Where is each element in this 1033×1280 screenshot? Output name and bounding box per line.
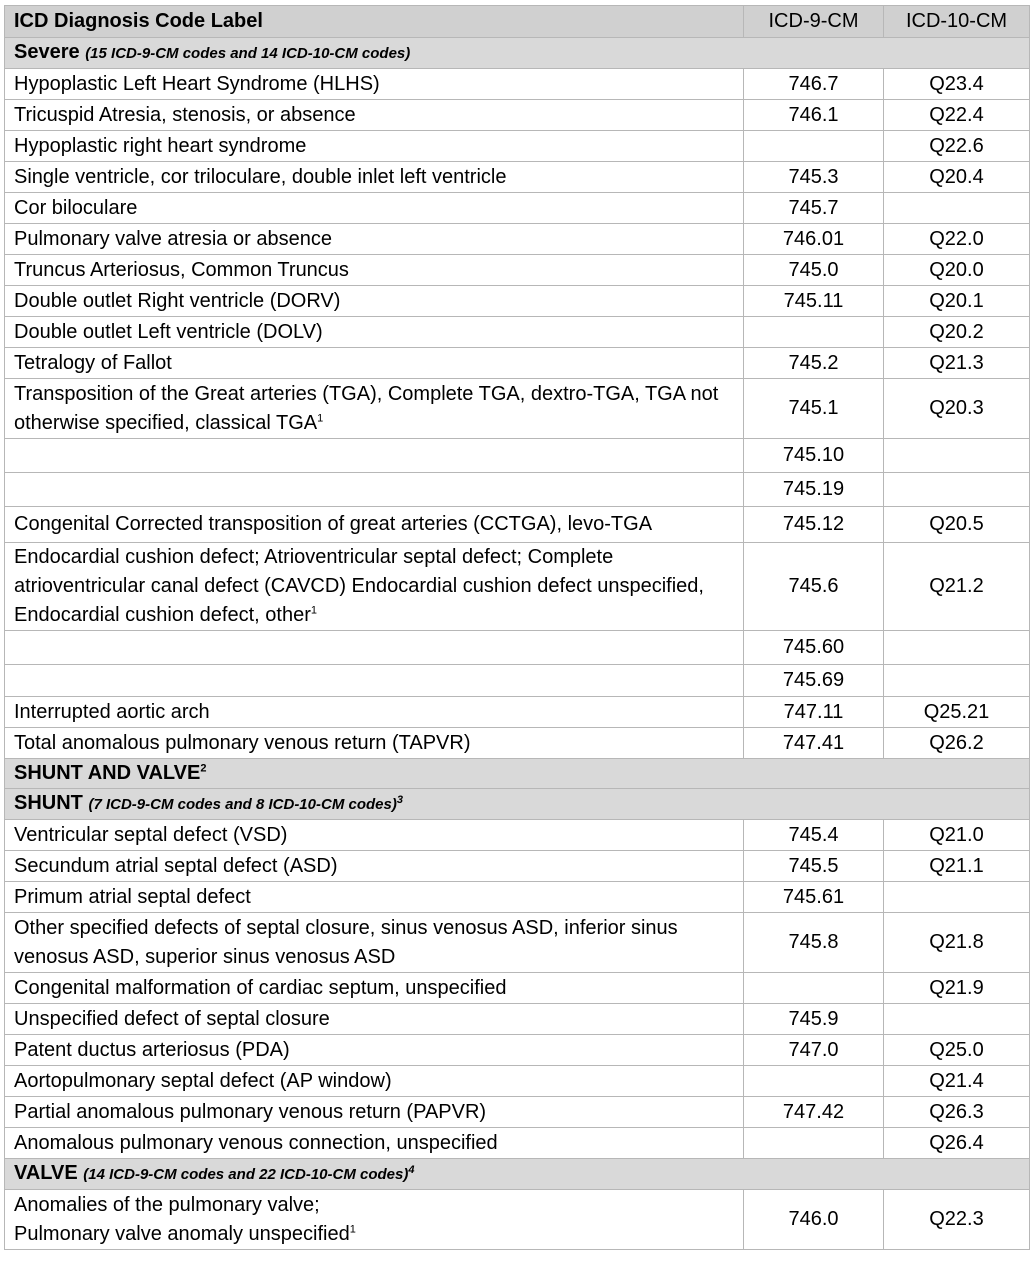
diagnosis-label-cell: Secundum atrial septal defect (ASD) [5, 851, 744, 882]
table-row [5, 728, 1030, 759]
icd9-code-cell: 746.1 [744, 100, 884, 131]
icd9-code-cell: 746.7 [744, 69, 884, 100]
section-title-cell [5, 38, 1030, 69]
icd10-code-cell: Q20.3 [884, 379, 1030, 439]
diagnosis-label-cell: Endocardial cushion defect; Atrioventricular septal defect; Complete atrioventricular canal defect (CAVCD) Endocardial cushion defect unspecified, Endocardial cushion defect, other$^1$ [5, 543, 744, 631]
icd10-code-cell [884, 882, 1030, 913]
table-row [5, 100, 1030, 131]
table-row [5, 1004, 1030, 1035]
table-row [5, 162, 1030, 193]
table-row [5, 379, 1030, 439]
icd10-code-cell: Q26.4 [884, 1128, 1030, 1159]
icd10-code-cell: Q22.6 [884, 131, 1030, 162]
icd10-code-cell: Q21.1 [884, 851, 1030, 882]
section-note: (14 ICD-9-CM codes and 22 ICD-10-CM codes)$^4$ [83, 1164, 415, 1183]
table-row [5, 1035, 1030, 1066]
diagnosis-label-cell [5, 665, 744, 697]
section-title: SHUNT [14, 792, 83, 814]
table-row [5, 286, 1030, 317]
diagnosis-label-cell: Unspecified defect of septal closure [5, 1004, 744, 1035]
icd10-code-cell: Q20.2 [884, 317, 1030, 348]
icd9-code-cell [744, 973, 884, 1004]
footnote-marker: 1 [310, 604, 317, 617]
icd9-code-cell [744, 1128, 884, 1159]
section-row [5, 38, 1030, 69]
diagnosis-label-cell: Cor biloculare [5, 193, 744, 224]
table-row [5, 1097, 1030, 1128]
icd9-code-cell [744, 1066, 884, 1097]
icd10-code-cell: Q21.2 [884, 543, 1030, 631]
diagnosis-label-cell: Anomalous pulmonary venous connection, unspecified [5, 1128, 744, 1159]
icd-code-table [4, 5, 1030, 1250]
table-row [5, 348, 1030, 379]
section-title: VALVE [14, 1162, 78, 1184]
icd10-code-cell: Q20.1 [884, 286, 1030, 317]
icd9-code-cell: 747.41 [744, 728, 884, 759]
table-row [5, 473, 1030, 507]
icd10-code-cell: Q25.0 [884, 1035, 1030, 1066]
section-note: (15 ICD-9-CM codes and 14 ICD-10-CM codes) [85, 45, 411, 62]
diagnosis-label-cell: Primum atrial septal defect [5, 882, 744, 913]
icd9-code-cell: 746.01 [744, 224, 884, 255]
icd9-code-cell: 745.1 [744, 379, 884, 439]
diagnosis-label-cell: Hypoplastic Left Heart Syndrome (HLHS) [5, 69, 744, 100]
diagnosis-label-cell: Congenital Corrected transposition of great arteries (CCTGA), levo-TGA [5, 507, 744, 543]
icd9-code-cell: 745.19 [744, 473, 884, 507]
icd10-code-cell: Q21.3 [884, 348, 1030, 379]
icd9-code-cell: 747.42 [744, 1097, 884, 1128]
section-title-cell [5, 1159, 1030, 1190]
icd10-code-cell [884, 631, 1030, 665]
icd9-code-cell: 745.8 [744, 913, 884, 973]
table-row [5, 631, 1030, 665]
icd9-code-cell: 745.60 [744, 631, 884, 665]
table-row [5, 224, 1030, 255]
icd10-code-cell: Q20.0 [884, 255, 1030, 286]
diagnosis-label-cell: Total anomalous pulmonary venous return (TAPVR) [5, 728, 744, 759]
icd10-code-cell [884, 193, 1030, 224]
icd10-code-cell: Q20.5 [884, 507, 1030, 543]
table-row [5, 1066, 1030, 1097]
icd9-code-cell: 745.6 [744, 543, 884, 631]
icd9-code-cell: 745.3 [744, 162, 884, 193]
icd9-code-cell: 745.61 [744, 882, 884, 913]
diagnosis-label-cell: Single ventricle, cor triloculare, double inlet left ventricle [5, 162, 744, 193]
icd9-code-cell [744, 131, 884, 162]
diagnosis-label-cell: Tricuspid Atresia, stenosis, or absence [5, 100, 744, 131]
table-row [5, 543, 1030, 631]
diagnosis-label-cell: Ventricular septal defect (VSD) [5, 820, 744, 851]
table-row [5, 973, 1030, 1004]
diagnosis-label-cell: Anomalies of the pulmonary valve; Pulmonary valve anomaly unspecified$^1$ [5, 1190, 744, 1250]
section-row [5, 1159, 1030, 1190]
icd9-code-cell: 745.9 [744, 1004, 884, 1035]
icd9-code-cell: 745.12 [744, 507, 884, 543]
section-title: Severe [14, 41, 80, 63]
icd9-code-cell: 747.11 [744, 697, 884, 728]
icd10-code-cell: Q25.21 [884, 697, 1030, 728]
table-row [5, 193, 1030, 224]
table-row [5, 439, 1030, 473]
table-body [5, 38, 1030, 1250]
diagnosis-label-cell: Patent ductus arteriosus (PDA) [5, 1035, 744, 1066]
diagnosis-label-cell: Tetralogy of Fallot [5, 348, 744, 379]
icd9-code-cell [744, 317, 884, 348]
diagnosis-label-cell: Interrupted aortic arch [5, 697, 744, 728]
diagnosis-label-cell: Double outlet Right ventricle (DORV) [5, 286, 744, 317]
icd9-code-cell: 745.69 [744, 665, 884, 697]
footnote-marker: 4 [408, 1164, 415, 1176]
icd10-code-cell [884, 473, 1030, 507]
section-row [5, 759, 1030, 789]
icd10-code-cell [884, 665, 1030, 697]
icd10-code-cell: Q20.4 [884, 162, 1030, 193]
icd10-code-cell: Q22.4 [884, 100, 1030, 131]
icd9-code-cell: 745.10 [744, 439, 884, 473]
icd10-code-cell: Q21.9 [884, 973, 1030, 1004]
icd10-code-cell: Q21.8 [884, 913, 1030, 973]
diagnosis-label-cell: Double outlet Left ventricle (DOLV) [5, 317, 744, 348]
diagnosis-label-cell [5, 473, 744, 507]
footnote-marker: 1 [317, 411, 324, 424]
icd10-code-cell: Q23.4 [884, 69, 1030, 100]
table-row [5, 131, 1030, 162]
header-label: ICD Diagnosis Code Label [5, 6, 744, 38]
icd10-code-cell: Q22.0 [884, 224, 1030, 255]
icd9-code-cell: 745.5 [744, 851, 884, 882]
table-row [5, 851, 1030, 882]
header-icd9: ICD-9-CM [744, 6, 884, 38]
diagnosis-label-cell [5, 631, 744, 665]
icd10-code-cell: Q22.3 [884, 1190, 1030, 1250]
section-row [5, 789, 1030, 820]
icd10-code-cell: Q21.0 [884, 820, 1030, 851]
table-row [5, 507, 1030, 543]
icd9-code-cell: 745.4 [744, 820, 884, 851]
table-row [5, 317, 1030, 348]
icd10-code-cell [884, 439, 1030, 473]
section-note: (7 ICD-9-CM codes and 8 ICD-10-CM codes)$^3$ [88, 794, 403, 813]
section-title: SHUNT AND VALVE [14, 762, 201, 784]
section-title-cell [5, 789, 1030, 820]
diagnosis-label-cell: Congenital malformation of cardiac septum, unspecified [5, 973, 744, 1004]
diagnosis-label-cell: Transposition of the Great arteries (TGA), Complete TGA, dextro-TGA, TGA not otherwise specified, classical TGA$^1$ [5, 379, 744, 439]
table-header-row [5, 6, 1030, 38]
footnote-marker: 3 [396, 794, 403, 806]
diagnosis-label-cell: Other specified defects of septal closure, sinus venosus ASD, inferior sinus venosus ASD, superior sinus venosus ASD [5, 913, 744, 973]
diagnosis-label-cell: Aortopulmonary septal defect (AP window) [5, 1066, 744, 1097]
icd10-code-cell: Q21.4 [884, 1066, 1030, 1097]
table-row [5, 913, 1030, 973]
footnote-marker: 2 [200, 762, 207, 775]
icd9-code-cell: 746.0 [744, 1190, 884, 1250]
table-row [5, 1128, 1030, 1159]
icd9-code-cell: 745.0 [744, 255, 884, 286]
footnote-marker: 1 [349, 1222, 356, 1235]
diagnosis-label-cell: Partial anomalous pulmonary venous return (PAPVR) [5, 1097, 744, 1128]
diagnosis-label-cell: Hypoplastic right heart syndrome [5, 131, 744, 162]
table-row [5, 1190, 1030, 1250]
diagnosis-label-cell: Pulmonary valve atresia or absence [5, 224, 744, 255]
table-row [5, 820, 1030, 851]
header-icd10: ICD-10-CM [884, 6, 1030, 38]
icd9-code-cell: 747.0 [744, 1035, 884, 1066]
icd10-code-cell: Q26.2 [884, 728, 1030, 759]
table-row [5, 697, 1030, 728]
diagnosis-label-cell [5, 439, 744, 473]
icd10-code-cell [884, 1004, 1030, 1035]
table-row [5, 255, 1030, 286]
table-row [5, 665, 1030, 697]
icd9-code-cell: 745.11 [744, 286, 884, 317]
table-row [5, 882, 1030, 913]
section-title-cell [5, 759, 1030, 789]
icd10-code-cell: Q26.3 [884, 1097, 1030, 1128]
table-row [5, 69, 1030, 100]
icd9-code-cell: 745.2 [744, 348, 884, 379]
icd9-code-cell: 745.7 [744, 193, 884, 224]
diagnosis-label-cell: Truncus Arteriosus, Common Truncus [5, 255, 744, 286]
